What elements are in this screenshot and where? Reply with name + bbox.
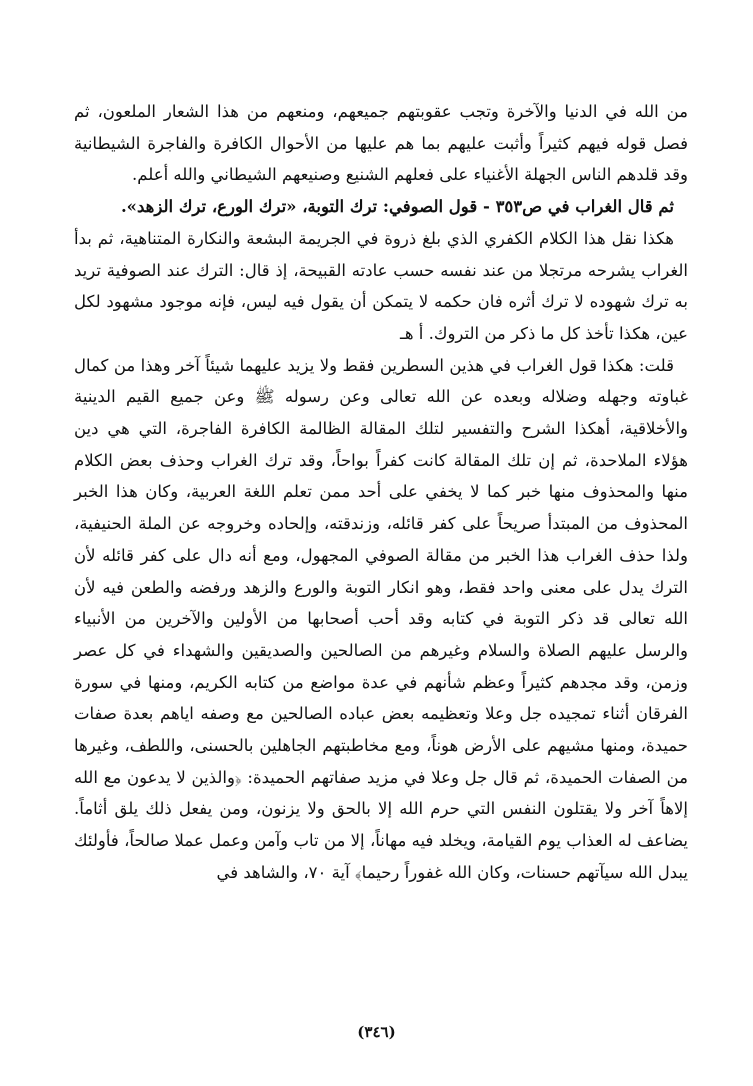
body-text: [74, 96, 688, 889]
paragraph-response: قلت: هكذا قول الغراب في هذين السطرين فقط ولا يزيد عليهما شيئاً آخر وهذا من كمال غباوته وجهله وضلاله وبعده عن الله تعالى وعن رسوله ﷺ وعن جميع القيم الدينية والأخلاقية، أهكذا الشرح والتفسير لتلك المقالة الظالمة الكافرة الفاجرة، التي هي دين هؤلاء الملاحدة، ثم إن تلك المقالة كانت كفراً بواحاً، وقد ترك الغراب وحذف بعض الكلام منها والمحذوف منها خبر كما لا يخفي على أحد ممن تعلم اللغة العربية، وكان هذا الخبر المحذوف من المبتدأ صريحاً على كفر قائله، وزندقته، وإلحاده وخروجه عن الملة الحنيفية، ولذا حذف الغراب هذا الخبر من مقالة الصوفي المجهول، ومع أنه دال على كفر قائله لأن الترك يدل على معنى واحد فقط، وهو انكار التوبة والورع والزهد ورفضه والطعن فيه لأن الله تعالى قد ذكر التوبة في كتابه وقد أحب أصحابها من الأولين والآخرين من الأنبياء والرسل عليهم الصلاة والسلام وغيرهم من الصالحين والصديقين والشهداء في كل عصر وزمن، وقد مجدهم كثيراً وعظم شأنهم في عدة مواضع من كتابه الكريم، ومنها في سورة الفرقان أثناء تمجيده جل وعلا وتعظيمه بعض عباده الصالحين مع وصفه اياهم بعدة صفات حميدة، ومنها مشيهم على الأرض هوناً، ومع مخاطبتهم الجاهلين بالحسنى، واللطف، وغيرها من الصفات الحميدة، ثم قال جل وعلا في مزيد صفاتهم الحميدة: ﴿والذين لا يدعون مع الله إلاهاً آخر ولا يقتلون النفس التي حرم الله إلا بالحق ولا يزنون، ومن يفعل ذلك يلق أثاماً. يضاعف له العذاب يوم القيامة، ويخلد فيه مهاناً، إلا من تاب وآمن وعمل عملا صالحاً، فأولئك يبدل الله سيآتهم حسنات، وكان الله غفوراً رحيما﴾ آية ٧٠، والشاهد في: [74, 355, 688, 882]
paragraph-quote-heading: ثم قال الغراب في ص٣٥٣ - قول الصوفي: ترك التوبة، «ترك الورع، ترك الزهد».: [120, 197, 674, 217]
paragraph-commentary: هكذا نقل هذا الكلام الكفري الذي بلغ ذروة في الجريمة البشعة والنكارة المتناهية، ثم بدأ الغراب يشرحه مرتجلا من عند نفسه حسب عادته القبيحة، إذ قال: الترك عند الصوفية تريد به ترك شهوده لا ترك أثره فان حكمه لا يتمكن أن يقول فيه ليس، فإنه موجود مشهود لكل عين، هكذا تأخذ كل ما ذكر من التروك. أ هـ: [74, 228, 688, 343]
paragraph-continuation: من الله في الدنيا والآخرة وتجب عقوبتهم جميعهم، ومنعهم من هذا الشعار الملعون، ثم فصل قوله فيهم كثيراً وأثبت عليهم بما هم عليها من الأحوال الكافرة والفاجرة الشيطانية وقد قلدهم الناس الجهلة الأغنياء على فعلهم الشنيع وصنيعهم الشيطاني والله أعلم.: [74, 102, 688, 185]
page-number: (٣٤٦): [357, 1023, 396, 1041]
